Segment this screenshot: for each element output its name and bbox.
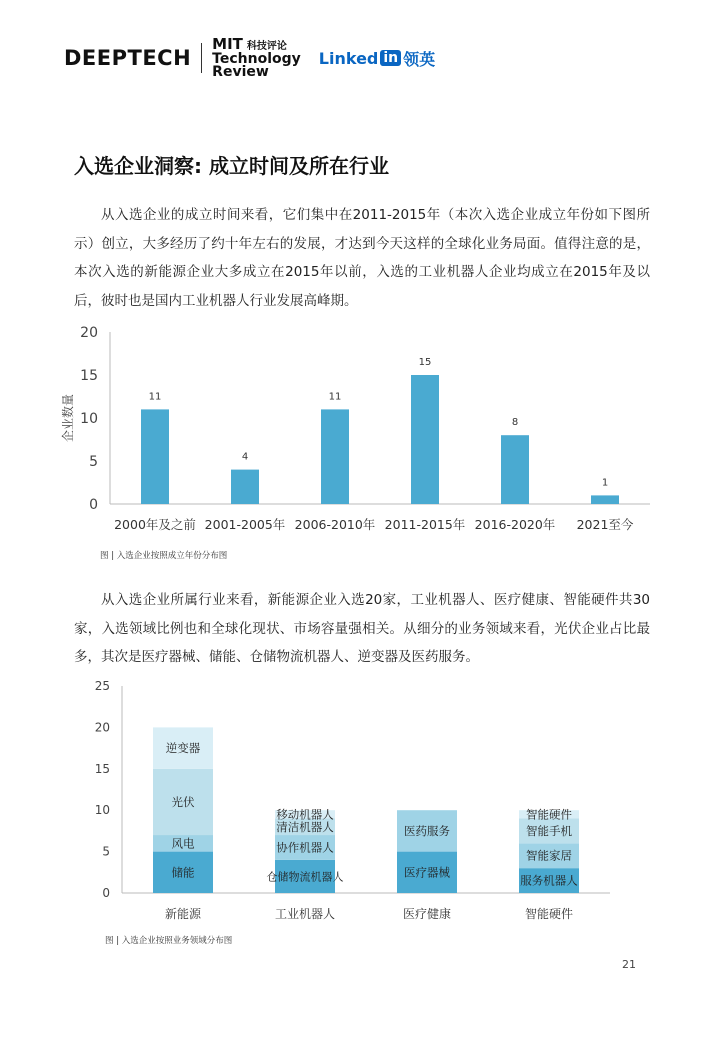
- linkedin-logo-text: Linked: [318, 48, 379, 68]
- x-tick-label: 新能源: [164, 907, 202, 921]
- segment-label: 储能: [171, 865, 195, 880]
- bar-value-label: 11: [148, 391, 162, 403]
- business-area-stacked-chart: [0, 670, 720, 930]
- x-tick-label: 2011-2015年: [384, 517, 466, 532]
- deeptech-logo: DEEPTECH: [64, 46, 192, 70]
- segment-label: 清洁机器人: [276, 819, 334, 834]
- y-tick-label: 15: [80, 368, 98, 384]
- mit-technology-review-logo: [212, 34, 301, 80]
- y-tick-label: 10: [94, 803, 110, 818]
- x-tick-label: 2001-2005年: [204, 517, 286, 532]
- segment-label: 医疗器械: [404, 865, 450, 880]
- y-tick-label: 20: [80, 325, 98, 341]
- x-tick-label: 智能硬件: [524, 907, 574, 921]
- mit-logo-line3: Review: [212, 63, 269, 80]
- bar: [321, 409, 349, 504]
- mit-logo-cn: 科技评论: [246, 40, 287, 52]
- segment-label: 协作机器人: [276, 840, 334, 855]
- segment-label: 智能硬件: [526, 807, 572, 822]
- segment-label: 仓储物流机器人: [266, 870, 344, 884]
- y-tick-label: 15: [94, 761, 110, 776]
- x-tick-label: 2016-2020年: [474, 517, 556, 532]
- section-title: 入选企业洞察: 成立时间及所在行业: [74, 154, 389, 178]
- logo-divider: [201, 43, 202, 73]
- segment-label: 服务机器人: [520, 873, 578, 888]
- segment-label: 医药服务: [404, 823, 450, 838]
- bar: [501, 435, 529, 504]
- y-tick-label: 5: [89, 454, 98, 470]
- linkedin-logo-cn: 领英: [403, 49, 436, 69]
- segment-label: 逆变器: [165, 741, 201, 756]
- y-axis-title: 企业数量: [61, 393, 75, 443]
- x-tick-label: 2006-2010年: [294, 517, 376, 532]
- segment-label: 智能家居: [526, 848, 572, 863]
- founding-year-bar-chart: [0, 320, 720, 540]
- bar-value-label: 1: [601, 477, 609, 489]
- bar: [231, 470, 259, 504]
- chart2-caption: 图 | 入选企业按照业务领域分布图: [105, 936, 233, 946]
- segment-label: 智能手机: [526, 823, 572, 838]
- y-tick-label: 10: [80, 411, 98, 427]
- y-tick-label: 20: [94, 720, 110, 735]
- x-tick-label: 2021至今: [576, 517, 634, 532]
- segment-label: 光伏: [171, 794, 195, 809]
- bar-value-label: 8: [511, 417, 519, 429]
- bar: [141, 409, 169, 504]
- paragraph-founding-year: 从入选企业的成立时间来看，它们集中在2011-2015年（本次入选企业成立年份如下图所示）创立，大多经历了约十年左右的发展，才达到今天这样的全球化业务局面。值得注意的是，本次入选的新能源企业大多成立在2015年以前，入选的工业机器人企业均成立在2015年及以后，彼时也是国内工业机器人行业发展高峰期。: [74, 207, 650, 309]
- x-tick-label: 工业机器人: [274, 907, 336, 921]
- bar-value-label: 15: [418, 357, 432, 368]
- y-tick-label: 0: [102, 886, 110, 900]
- linkedin-logo: [319, 47, 435, 70]
- x-tick-label: 医疗健康: [402, 907, 452, 921]
- y-tick-label: 5: [102, 844, 110, 859]
- bar: [411, 375, 439, 504]
- y-tick-label: 0: [89, 497, 98, 513]
- page-number: 21: [622, 958, 636, 971]
- bar: [591, 495, 619, 504]
- header-logos: [64, 34, 436, 80]
- mit-logo-line2: Technology: [212, 50, 301, 67]
- mit-logo-text: MIT: [212, 34, 243, 53]
- segment-label: 移动机器人: [276, 807, 334, 822]
- linkedin-in-icon: in: [380, 50, 401, 66]
- chart1-caption: 图 | 入选企业按照成立年份分布图: [100, 551, 228, 561]
- x-tick-label: 2000年及之前: [114, 517, 196, 532]
- bar-value-label: 11: [328, 391, 342, 403]
- paragraph-industry: 从入选企业所属行业来看，新能源企业入选20家，工业机器人、医疗健康、智能硬件共30家，入选领域比例也和全球化现状、市场容量强相关。从细分的业务领域来看，光伏企业占比最多，其次是医疗器械、储能、仓储物流机器人、逆变器及医药服务。: [74, 592, 650, 665]
- y-tick-label: 25: [94, 679, 110, 693]
- bar-value-label: 4: [241, 451, 249, 463]
- segment-label: 风电: [171, 836, 195, 851]
